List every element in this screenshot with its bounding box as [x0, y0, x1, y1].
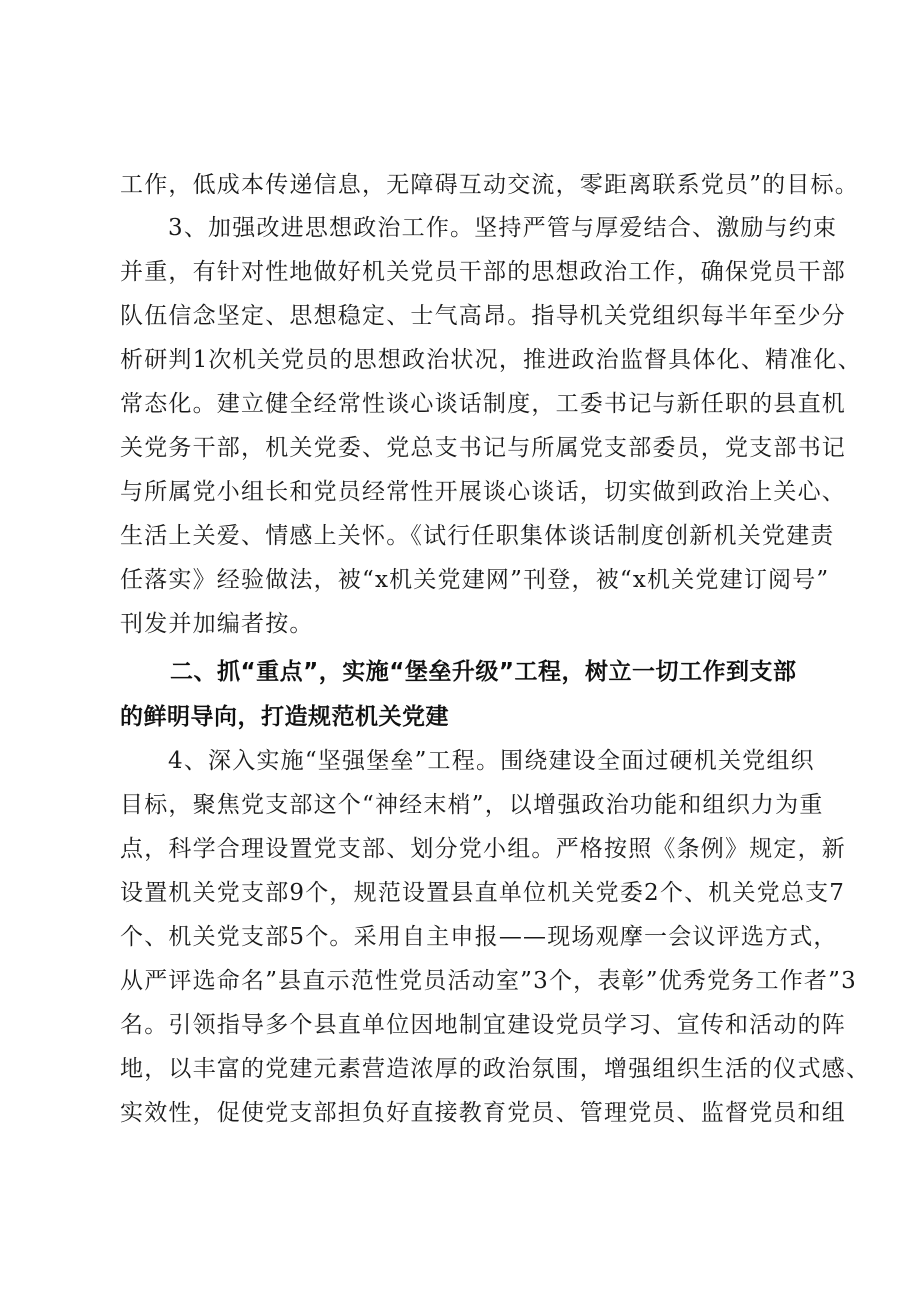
body-text-line: 刊发并加编者按。 [120, 611, 314, 637]
body-text-line: 实效性，促使党支部担负好直接教育党员、管理党员、监督党员和组 [120, 1100, 846, 1126]
body-text-line: 地，以丰富的党建元素营造浓厚的政治氛围，增强组织生活的仪式感、 [120, 1056, 871, 1082]
body-text-line: 工作，低成本传递信息，无障碍互动交流，零距离联系党员”的目标。 [120, 172, 859, 198]
section-heading: 二、抓“重点”，实施“堡垒升级”工程，树立一切工作到支部 [170, 659, 797, 685]
body-text-line: 3、加强改进思想政治工作。坚持严管与厚爱结合、激励与约束 [168, 215, 838, 241]
body-text-line: 并重，有针对性地做好机关党员干部的思想政治工作，确保党员干部 [120, 259, 846, 285]
body-text-line: 与所属党小组长和党员经常性开展谈心谈话，切实做到政治上关心、 [120, 479, 846, 505]
body-text-line: 关党务干部，机关党委、党总支书记与所属党支部委员，党支部书记 [120, 435, 846, 461]
section-heading-continued: 的鲜明导向，打造规范机关党建 [120, 704, 449, 730]
body-text-line: 从严评选命名”县直示范性党员活动室”3个，表彰”优秀党务工作者”3 [120, 968, 857, 994]
body-text-line: 4、深入实施“坚强堡垒”工程。围绕建设全面过硬机关党组织 [168, 748, 815, 774]
body-text-line: 队伍信念坚定、思想稳定、士气高昂。指导机关党组织每半年至少分 [120, 303, 846, 329]
body-text-line: 常态化。建立健全经常性谈心谈话制度，工委书记与新任职的县直机 [120, 391, 846, 417]
body-text-line: 点，科学合理设置党支部、划分党小组。严格按照《条例》规定，新 [120, 836, 846, 862]
body-text-line: 析研判1次机关党员的思想政治状况，推进政治监督具体化、精准化、 [120, 347, 862, 373]
body-text-line: 设置机关党支部9个，规范设置县直单位机关党委2个、机关党总支7 [120, 880, 846, 906]
body-text-line: 目标，聚焦党支部这个“神经末梢”，以增强政治功能和组织力为重 [120, 792, 824, 818]
body-text-line: 生活上关爱、情感上关怀。《试行任职集体谈话制度创新机关党建责 [120, 523, 835, 549]
body-text-line: 名。引领指导多个县直单位因地制宜建设党员学习、宣传和活动的阵 [120, 1012, 846, 1038]
body-text-line: 任落实》经验做法，被“x机关党建网”刊登，被“x机关党建订阅号” [120, 567, 830, 593]
body-text-line: 个、机关党支部5个。采用自主申报——现场观摩一会议评选方式， [120, 924, 838, 950]
